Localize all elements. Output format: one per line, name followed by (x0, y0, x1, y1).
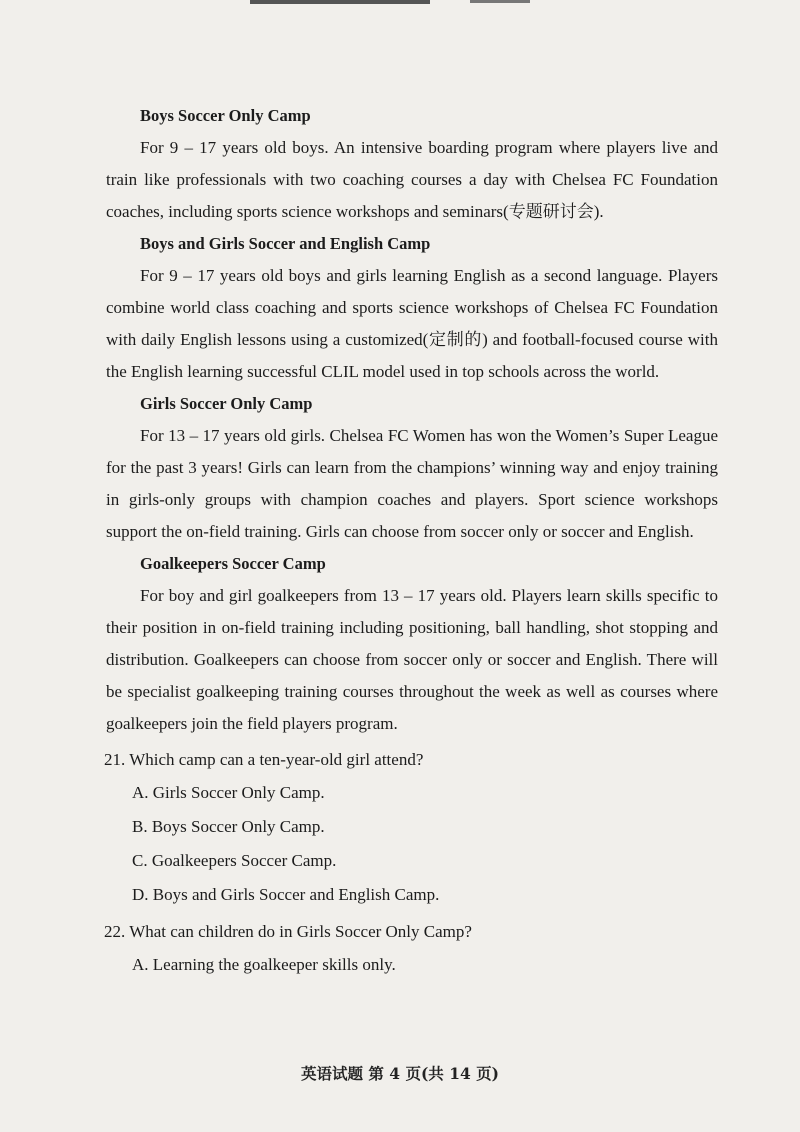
question-21-option-c: C. Goalkeepers Soccer Camp. (132, 851, 337, 870)
question-21-option-a: A. Girls Soccer Only Camp. (132, 783, 325, 802)
reading-passage (106, 100, 718, 982)
section-text-boys-girls-english: For 9 – 17 years old boys and girls learning English as a second language. Players combine world class coaching and sports science workshops of Chelsea FC Foundation with daily English lessons using a customized(定制的) and football-focused course with the English learning successful CLIL model used in top schools across the world. (106, 266, 718, 381)
question-21-option-d: D. Boys and Girls Soccer and English Camp. (132, 885, 440, 904)
section-heading-boys-only: Boys Soccer Only Camp (140, 106, 311, 125)
section-text-boys-only: For 9 – 17 years old boys. An intensive boarding program where players live and train like professionals with two coaching courses a day with Chelsea FC Foundation coaches, including sports science workshops and seminars(专题研讨会). (106, 138, 718, 221)
section-text-goalkeepers: For boy and girl goalkeepers from 13 – 17 years old. Players learn skills specific to their position in on-field training including positioning, ball handling, shot stopping and distribution. Goalkeepers can choose from soccer only or soccer and English. There will be specialist goalkeeping training courses throughout the week as well as courses where goalkeepers join the field players program. (106, 586, 718, 733)
section-text-girls-only: For 13 – 17 years old girls. Chelsea FC Women has won the Women’s Super League for the past 3 years! Girls can learn from the champions’ winning way and enjoy training in girls-only groups with champion coaches and players. Sport science workshops support the on-field training. Girls can choose from soccer only or soccer and English. (106, 426, 718, 541)
question-22-stem: 22. What can children do in Girls Soccer Only Camp? (104, 922, 472, 941)
scan-edge-mark-2 (470, 0, 530, 3)
section-heading-girls-only: Girls Soccer Only Camp (140, 394, 313, 413)
question-21-stem: 21. Which camp can a ten-year-old girl attend? (104, 750, 424, 769)
section-heading-boys-girls-english: Boys and Girls Soccer and English Camp (140, 234, 431, 253)
page-footer: 英语试题 第 4 页(共 14 页) (300, 1064, 499, 1083)
scan-edge-mark (250, 0, 430, 4)
section-heading-goalkeepers: Goalkeepers Soccer Camp (140, 554, 326, 573)
question-21-option-b: B. Boys Soccer Only Camp. (132, 817, 325, 836)
question-22-option-a: A. Learning the goalkeeper skills only. (132, 955, 396, 974)
